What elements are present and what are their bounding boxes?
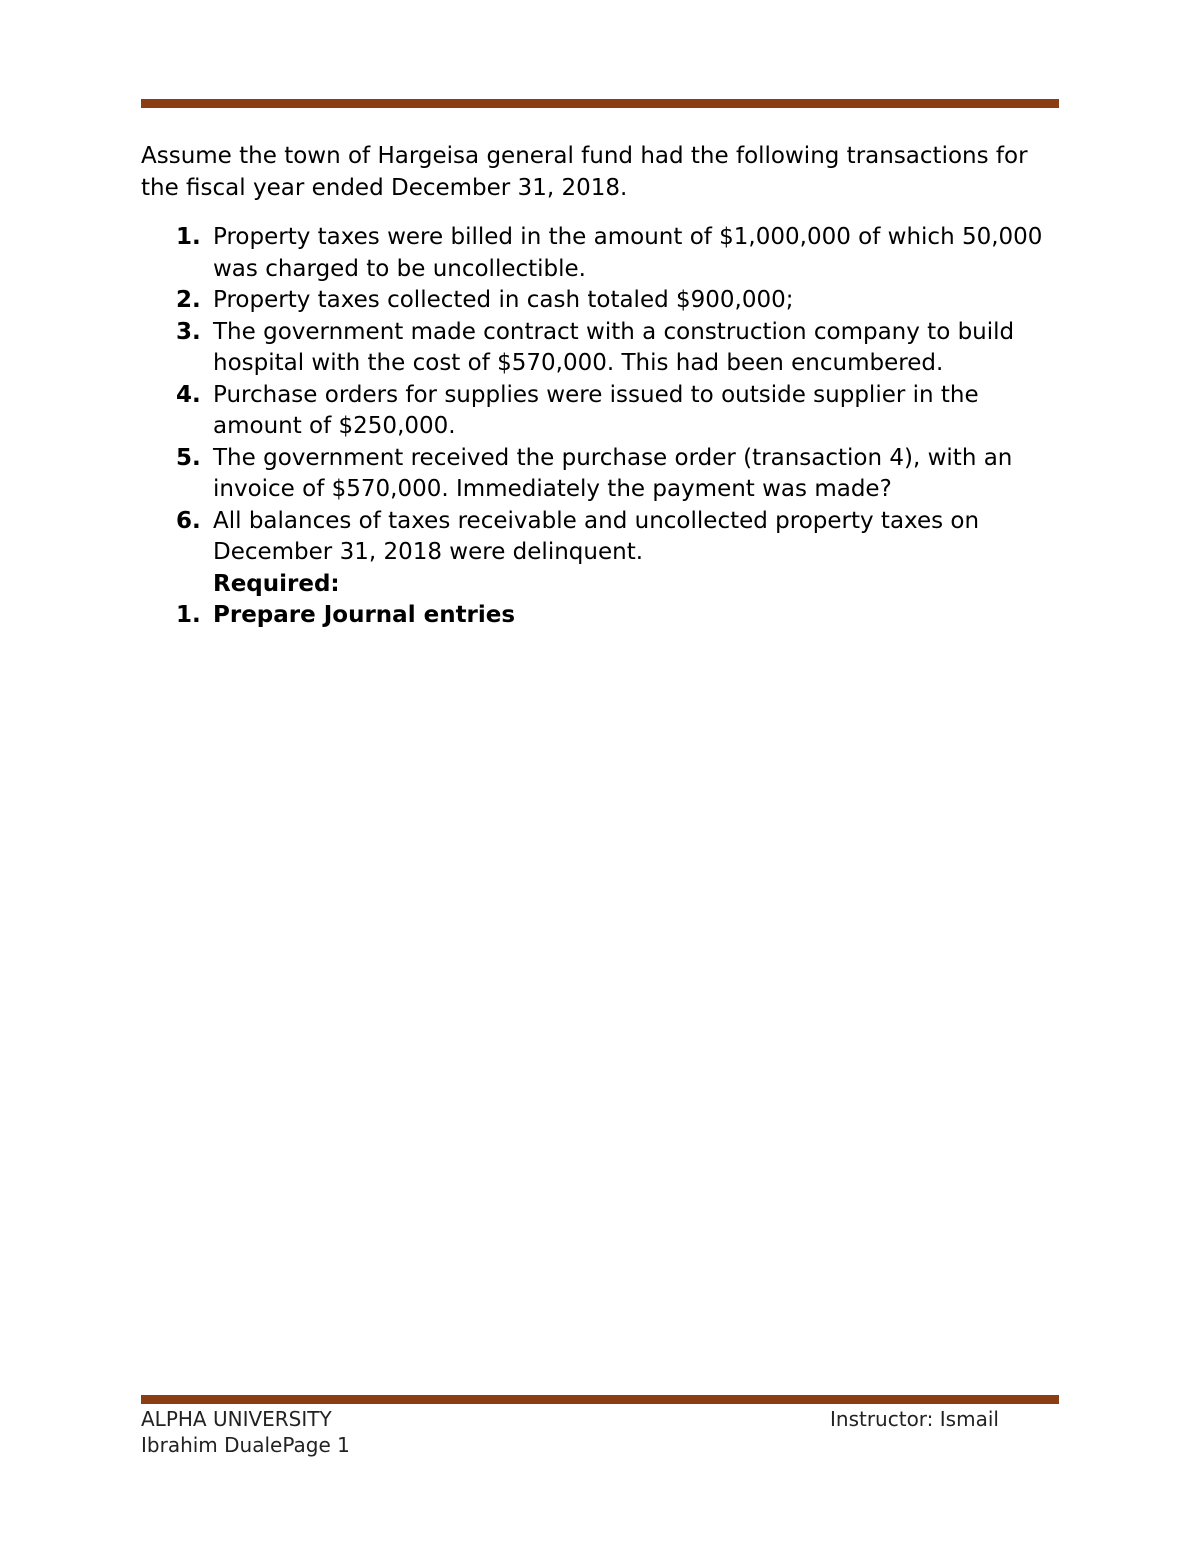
item-text: Purchase orders for supplies were issued to outside supplier in the amount of $250,000. [213,381,979,439]
list-item [141,317,1071,380]
page-number: Page 1 [282,1433,350,1457]
item-text: Prepare Journal entries [213,602,516,628]
item-number: 2. [176,287,201,313]
intro-paragraph: Assume the town of Hargeisa general fund had the following transactions for the fiscal year ended December 31, 2018. [141,143,1028,201]
footer-author-line [141,1432,350,1458]
item-text: Property taxes collected in cash totaled $900,000; [213,287,794,313]
institution-name: ALPHA UNIVERSITY [141,1407,332,1431]
author-name: Ibrahim Duale [141,1433,283,1457]
footer-rule [141,1395,1059,1404]
transaction-list [141,222,1071,632]
item-text: The government made contract with a construction company to build hospital with the cost of $570,000. This had been encumbered. [213,318,1015,376]
item-number: 5. [176,444,201,471]
list-item [141,380,1071,443]
required-heading: Required: [213,570,340,597]
item-number: 4. [176,381,201,408]
list-item [141,222,1071,285]
item-text: Property taxes were billed in the amount of $1,000,000 of which 50,000 was charged to be uncollectible. [213,224,1043,282]
item-text: The government received the purchase order (transaction 4), with an invoice of $570,000. Immediately the payment was made? [213,444,1013,502]
item-number: 3. [176,318,201,345]
instructor-name: Instructor: Ismail [830,1407,999,1431]
item-text: All balances of taxes receivable and uncollected property taxes on December 31, 2018 were delinquent. [213,507,980,565]
header-rule [141,99,1059,108]
item-number: 6. [176,507,201,534]
item-number: 1. [176,602,201,628]
footer-left [141,1406,350,1458]
list-item [141,506,1071,569]
item-number: 1. [176,224,201,250]
list-item [141,600,1071,632]
list-item [141,443,1071,506]
list-item [141,285,1071,317]
